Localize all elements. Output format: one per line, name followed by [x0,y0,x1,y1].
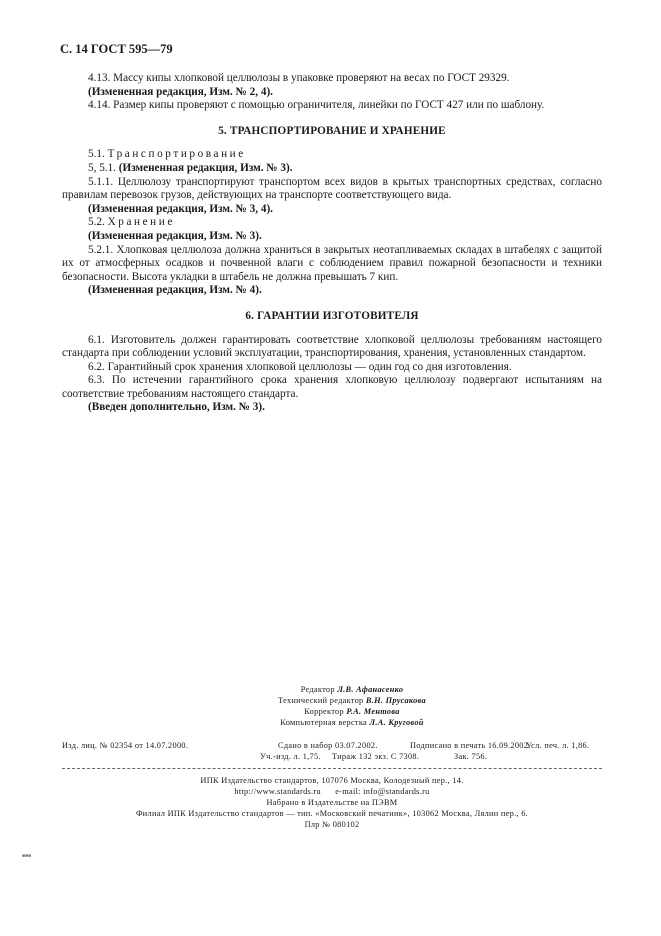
person-name: Р.А. Ментова [346,707,400,716]
amendment-note: (Измененная редакция, Изм. № 2, 4). [88,85,273,98]
staff-tech-editor [102,695,602,706]
role-label: Технический редактор [278,696,364,705]
person-name: В.Н. Прусакова [365,696,426,705]
document-body [62,72,602,415]
publisher-address: ИПК Издательство стандартов, 107076 Москва, Колодезный пер., 14. [200,776,464,785]
clause-number: 5.2. [88,216,105,229]
signed-date: Подписано в печать 16.09.2002. [410,741,531,750]
license-text: Изд. лиц. № 02354 от 14.07.2000. [62,741,189,750]
order-number: Зак. 756. [454,752,488,761]
staff-editor [102,684,602,695]
staff-corrector [102,706,602,717]
role-label: Компьютерная верстка [280,718,368,727]
amendment-note: (Введен дополнительно, Изм. № 3). [88,401,265,414]
section-5-title: 5. ТРАНСПОРТИРОВАНИЕ И ХРАНЕНИЕ [218,124,446,137]
subsection-heading: Хранение [107,216,175,229]
clause-5-2-1: 5.2.1. Хлопковая целлюлоза должна храниться в закрытых неотапливаемых складах в штабелях с защитой их от атмосферных осадков и почвенной влаги с соблюдением правил пожарной безопасности и техники безопасности. Высота укладки в штабель не должна превышать 7 кип. [62,243,602,283]
clause-5-2 [62,216,602,230]
publication-row-1 [62,740,602,751]
clause-6-2: 6.2. Гарантийный срок хранения хлопковой целлюлозы — один год со дня изготовления. [88,360,512,373]
clause-6-3: 6.3. По истечении гарантийного срока хранения хлопковую целлюлозу подвергают испытаниям на соответствие требованиям настоящего стандарта. [62,374,602,400]
section-6-title: 6. ГАРАНТИИ ИЗГОТОВИТЕЛЯ [245,309,419,322]
divider [62,768,602,769]
submitted-date: Сдано в набор 03.07.2002. [278,741,378,750]
clause-5-1-1: 5.1.1. Целлюлозу транспортируют транспортом всех видов в крытых транспортных средствах, согласно правилам перевозок грузов, действующих на транспорте соответствующего вида. [62,175,602,202]
website: http://www.standards.ru [234,787,321,796]
person-name: Л.А. Круговой [369,718,424,727]
email: e-mail: info@standards.ru [335,787,430,796]
plr-number: Плр № 080102 [304,820,360,829]
clause-6-1: 6.1. Изготовитель должен гарантировать соответствие хлопковой целлюлозы требованиям настоящего стандарта при соблюдении условий эксплуатации, транспортирования, хранения, установленных стандартом. [62,333,602,360]
amendment-note: (Измененная редакция, Изм. № 4). [88,284,262,297]
clause-4-14: 4.14. Размер кипы проверяют с помощью ограничителя, линейки по ГОСТ 427 или по шаблону. [88,99,545,112]
person-name: Л.В. Афанасенко [337,685,404,694]
clause-4-13: 4.13. Массу кипы хлопковой целлюлозы в упаковке проверяют на весах по ГОСТ 29329. [88,72,510,84]
subsection-heading: Транспортирование [107,148,246,161]
publication-row-2 [62,751,602,762]
role-label: Корректор [304,707,344,716]
clause-number: 5.1. [88,148,105,161]
clause-5-5-1 [62,162,602,176]
amendment-note: (Измененная редакция, Изм. № 3, 4). [88,202,273,215]
role-label: Редактор [300,685,335,694]
circulation: Тираж 132 экз. С 7308. [332,752,420,761]
clause-number: 5, 5.1. [88,161,116,174]
typeset-note: Набрано в Издательстве на ПЭВМ [266,798,398,807]
staff-layout [102,717,602,728]
clause-5-1 [62,148,602,162]
amendment-note: (Измененная редакция, Изм. № 3). [88,229,262,242]
page-header: С. 14 ГОСТ 595—79 [60,42,173,56]
publisher-contacts [62,786,602,797]
scan-mark: ■■■ [22,854,32,859]
amendment-note: (Измененная редакция, Изм. № 3). [118,161,293,174]
print-sheets: Усл. печ. л. 1,86. [526,741,590,750]
branch-address: Филиал ИПК Издательство стандартов — тип. «Московский печатник», 103062 Москва, Лялин пер., 6. [135,809,529,818]
pub-sheets: Уч.-изд. л. 1,75. [260,752,321,761]
imprint-block [62,684,602,830]
